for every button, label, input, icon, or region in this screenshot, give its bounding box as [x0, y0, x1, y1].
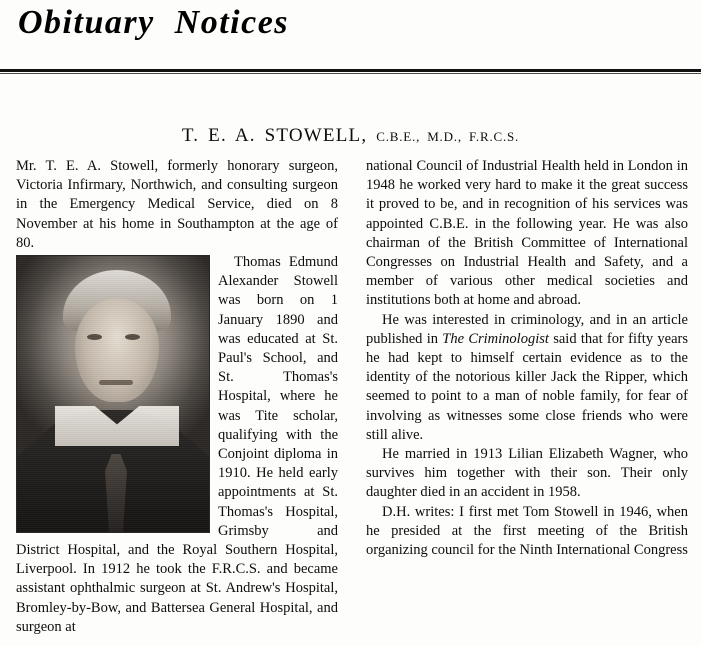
paragraph: Mr. T. E. A. Stowell, formerly honorary surgeon, Victoria Infirmary, Northwich, and consulting surgeon in the Emergency Medical Service, died on 8 November at his home in Southampton at the age of 80.: [16, 158, 338, 251]
portrait-photo: [16, 255, 210, 533]
photo-eye-right: [125, 334, 140, 340]
paragraph-text: He was interested in criminology, and in an article published in The Criminologist said that for fifty years he had kept to himself certain evidence as to the identity of the notorious killer Jack the Ripper, which seemed to point to a man of noble family, for fear of involving as witnesses some close friends who were still alive.: [366, 311, 688, 443]
paragraph: national Council of Industrial Health held in London in 1948 he worked very hard to make it the great success it proved to be, and in recognition of his services was appointed C.B.E. in the following year. He was also chairman of the British Committee of International Congresses on Industrial Health and Safety, and a member of various other medical societies and institutions both at home and abroad.: [366, 158, 688, 309]
paragraph: He married in 1913 Lilian Elizabeth Wagner, who survives him together with their son. Their only daughter died in an accident in 1958.: [366, 446, 688, 501]
photo-tie-shape: [105, 454, 127, 532]
horizontal-rule-thin: [0, 73, 701, 74]
paragraph: D.H. writes: I first met Tom Stowell in 1946, when he presided at the first meeting of the British organizing council for the Ninth International Congress: [366, 503, 688, 559]
right-column: [366, 157, 688, 560]
left-column: [16, 157, 338, 637]
photo-face-shape: [75, 298, 159, 402]
paragraph-with-italic-title: [366, 311, 688, 445]
paragraph: Thomas Edmund Alexander Stowell was born on 1 January 1890 and was educated at St. Paul's School, and St. Thomas's Hospital, where he was Tite scholar, qualifying with the Conjoint diploma in 1910. He held early appointments at St. Thomas's Hospital, Grimsby and District Hospital, and the Royal Southern Hospital, Liverpool. In 1912 he took the F.R.C.S. and became assistant ophthalmic surgeon at St. Andrew's Hospital, Bromley-by-Bow, and Battersea General Hospital, and surgeon at: [16, 254, 338, 635]
article-subject-name: T. E. A. STOWELL,: [181, 125, 368, 146]
article-body: [16, 157, 688, 642]
section-heading: Obituary Notices: [18, 4, 290, 41]
article-subject-degrees: C.B.E., M.D., F.R.C.S.: [376, 129, 520, 144]
horizontal-rule-thick: [0, 69, 701, 72]
article-title: [0, 125, 701, 147]
photo-mouth: [99, 380, 133, 385]
photo-eye-left: [87, 334, 102, 340]
publication-title: The Criminologist: [442, 330, 549, 347]
